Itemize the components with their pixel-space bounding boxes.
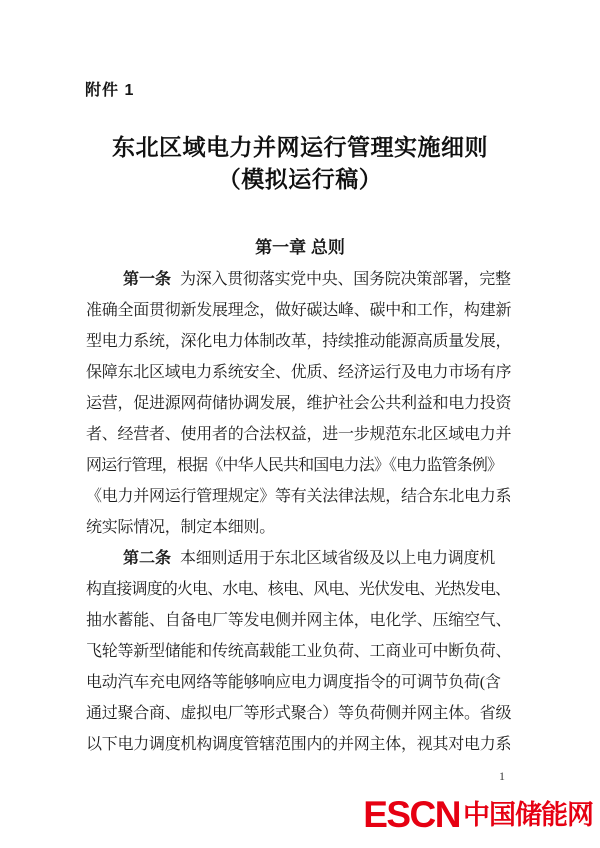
document-title: [0, 132, 600, 196]
body-line: 者、经营者、使用者的合法权益，进一步规范东北区域电力并: [86, 426, 512, 443]
chapter-heading: 第一章 总则: [255, 238, 345, 257]
body-line: 运营，促进源网荷储协调发展，维护社会公共利益和电力投资: [86, 395, 512, 412]
article2-first-line: [86, 543, 518, 574]
document-title-line1: 东北区域电力并网运行管理实施细则: [112, 135, 488, 160]
body-line: 型电力系统，深化电力体制改革，持续推动能源高质量发展，: [86, 333, 512, 350]
article1-label: 第一条: [123, 271, 172, 288]
article1-first-line: [86, 264, 518, 295]
body-line: 抽水蓄能、自备电厂等发电侧并网主体，电化学、压缩空气、: [86, 612, 512, 629]
body-line: 《电力并网运行管理规定》等有关法律法规，结合东北电力系: [86, 488, 512, 505]
body-line: 构直接调度的火电、水电、核电、风电、光伏发电、光热发电、: [86, 581, 511, 598]
body-line: 网运行管理，根据《中华人民共和国电力法》《电力监管条例》: [86, 457, 503, 474]
document-title-line2: （模拟运行稿）: [217, 167, 383, 192]
body-line: 准确全面贯彻新发展理念，做好碳达峰、碳中和工作，构建新: [86, 302, 512, 319]
logo-latin-text: ESCN: [363, 794, 460, 835]
body-line: 飞轮等新型储能和传统高载能工业负荷、工商业可中断负荷、: [86, 643, 512, 660]
body-line: 统实际情况，制定本细则。: [86, 519, 276, 536]
body-line: 以下电力调度机构调度管辖范围内的并网主体，视其对电力系: [86, 736, 512, 753]
body-line: 电动汽车充电网络等能够响应电力调度指令的可调节负荷(含: [86, 674, 501, 691]
article1-first-line-text: 为深入贯彻落实党中央、国务院决策部署，完整: [180, 271, 511, 288]
article2-first-line-text: 本细则适用于东北区域省级及以上电力调度机: [180, 550, 496, 567]
logo-chinese-text: 中国储能网: [463, 800, 593, 830]
site-logo: [363, 796, 593, 834]
body-line: 保障东北区域电力系统安全、优质、经济运行及电力市场有序: [86, 364, 512, 381]
body-line: 通过聚合商、虚拟电厂等形式聚合）等负荷侧并网主体。省级: [86, 705, 512, 722]
attachment-label: 附件 1: [85, 82, 135, 99]
body-text: [86, 264, 518, 760]
page-number: 1: [499, 769, 505, 783]
article2-label: 第二条: [123, 550, 172, 567]
